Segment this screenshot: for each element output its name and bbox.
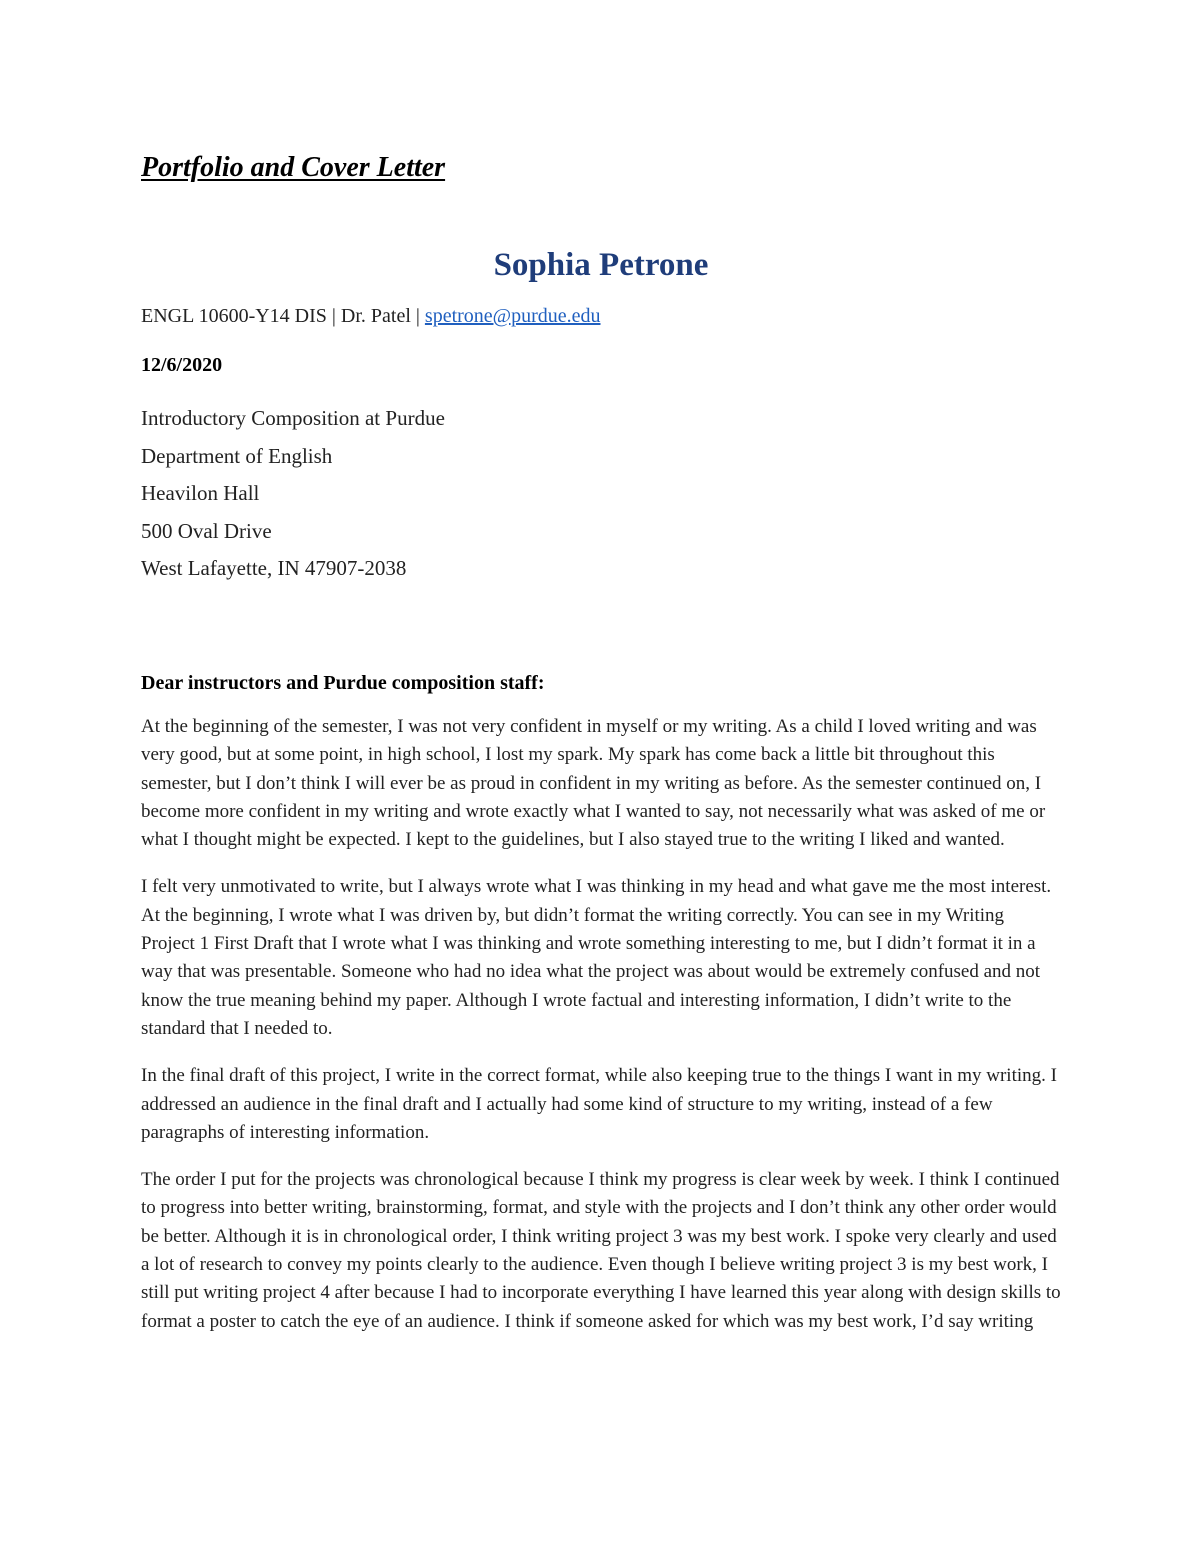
body-paragraph: In the final draft of this project, I write in the correct format, while also keeping true to the things I want in my writing. I addressed an audience in the final draft and I actually had some kind of structure to my writing, instead of a few paragraphs of interesting information. [141,1065,1057,1143]
body-paragraph: At the beginning of the semester, I was not very confident in myself or my writing. As a child I loved writing and was very good, but at some point, in high school, I lost my spark. My spark has come back a little bit throughout this semester, but I don’t think I will ever be as proud in confident in my writing as before. As the semester continued on, I become more confident in my writing and wrote exactly what I wanted to say, not necessarily what was asked of me or what I thought might be expected. I kept to the guidelines, but I also stayed true to the writing I liked and wanted. [141,716,1046,851]
body-paragraph: I felt very unmotivated to write, but I always wrote what I was thinking in my head and what gave me the most interest. At the beginning, I wrote what I was driven by, but didn’t format the writing correctly. You can see in my Writing Project 1 First Draft that I wrote what I was thinking and wrote something interesting to me, but I didn’t format it in a way that was presentable. Someone who had no idea what the project was about would be extremely confused and not know the true meaning behind my paper. Although I wrote factual and interesting information, I didn’t write to the standard that I needed to. [141,876,1052,1039]
course-info-text: ENGL 10600-Y14 DIS | Dr. Patel | [141,305,425,327]
letter-body [141,713,1061,1355]
address-line: 500 Oval Drive [141,518,272,543]
author-name: Sophia Petrone [493,247,709,283]
address-line: Introductory Composition at Purdue [141,406,445,430]
email-link[interactable]: spetrone@purdue.edu [424,305,601,327]
address-line: Department of English [141,443,333,468]
course-info-line [141,302,601,330]
salutation: Dear instructors and Purdue composition staff: [141,672,545,694]
recipient-address [141,400,445,588]
address-line: West Lafayette, IN 47907-2038 [141,556,407,580]
document-page [141,0,1061,1553]
address-line: Heavilon Hall [141,481,260,505]
body-paragraph: The order I put for the projects was chronological because I think my progress is clear week by week. I think I continued to progress into better writing, brainstorming, format, and style with the projects and I don’t think any other order would be better. Although it is in chronological order, I think writing project 3 was my best work. I spoke very clearly and used a lot of research to convey my points clearly to the audience. Even though I believe writing project 3 is my best work, I still put writing project 4 after because I had to incorporate everything I have learned this year along with design skills to format a poster to catch the eye of an audience. I think if someone asked for which was my best work, I’d say writing [141,1169,1061,1332]
letter-date: 12/6/2020 [141,354,223,376]
document-title: Portfolio and Cover Letter [141,152,446,183]
